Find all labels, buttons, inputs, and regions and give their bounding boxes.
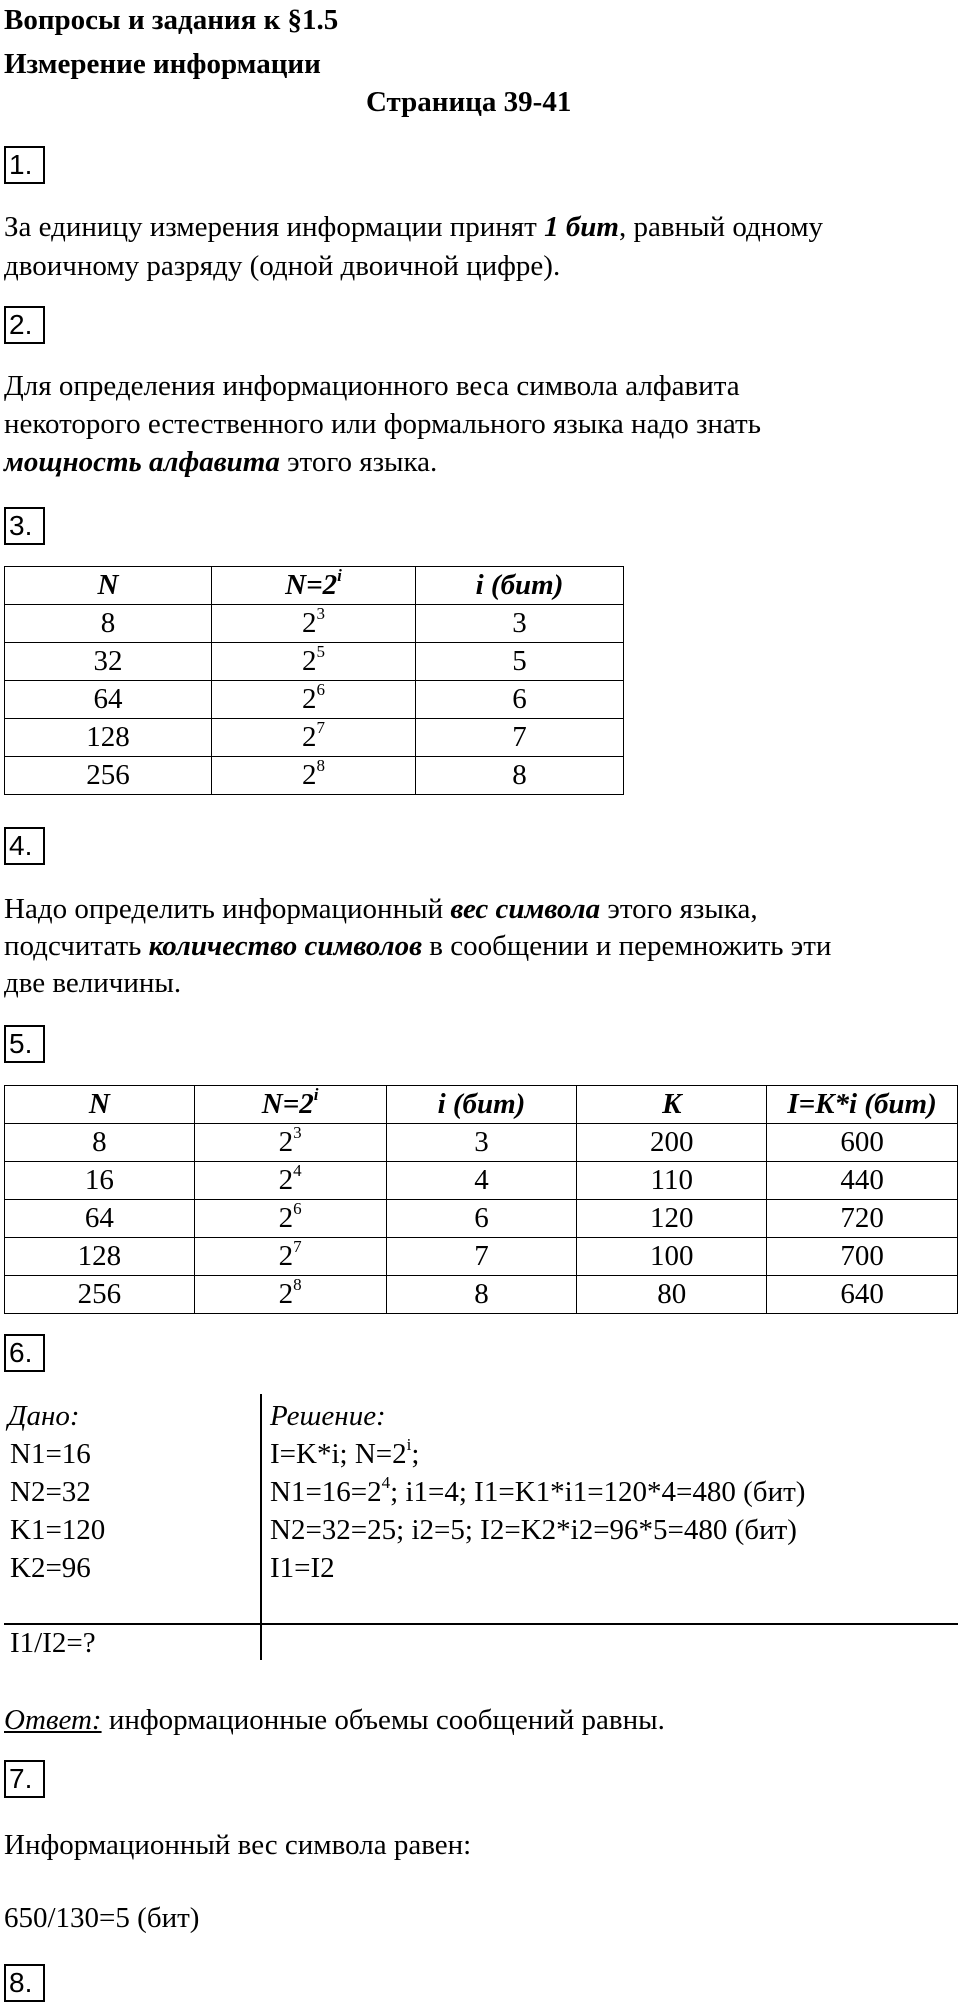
table-row: [5, 1124, 958, 1162]
answer-4-line-1: Надо определить информационный вес символа этого языка,: [4, 893, 758, 925]
cell-total: 700: [767, 1238, 958, 1276]
cell-i: 3: [386, 1124, 577, 1162]
cell-i: 8: [416, 757, 624, 795]
given-item: K2=96: [10, 1552, 91, 1584]
page-title: Вопросы и задания к §1.5: [4, 4, 339, 36]
cell-total: 600: [767, 1124, 958, 1162]
cell-power: $2^8$: [212, 757, 416, 795]
cell-i: 3: [416, 605, 624, 643]
cell-power: $2^3$: [194, 1124, 386, 1162]
header-i: i (бит): [386, 1086, 577, 1124]
cell-total: 640: [767, 1276, 958, 1314]
cell-power: $2^7$: [212, 719, 416, 757]
question-number-2: 2.: [4, 306, 45, 344]
table-row: [5, 1162, 958, 1200]
section-subtitle: Измерение информации: [4, 48, 321, 80]
cell-n: 8: [5, 605, 212, 643]
cell-power: $2^3$: [212, 605, 416, 643]
header-k: K: [577, 1086, 767, 1124]
cell-power: $2^6$: [194, 1200, 386, 1238]
cell-n: 64: [5, 1200, 195, 1238]
cell-k: 110: [577, 1162, 767, 1200]
answer-7-line-2: 650/130=5 (бит): [4, 1902, 200, 1934]
solution-label: Решение:: [270, 1400, 386, 1432]
solution-line-3: N2=32=25; i2=5; I2=K2*i2=96*5=480 (бит): [270, 1514, 797, 1546]
given-label: Дано:: [8, 1400, 80, 1432]
cell-k: 200: [577, 1124, 767, 1162]
cell-n: 256: [5, 757, 212, 795]
cell-i: 7: [416, 719, 624, 757]
cell-i: 7: [386, 1238, 577, 1276]
solution-line-4: I1=I2: [270, 1552, 335, 1584]
given-item: N2=32: [10, 1476, 91, 1508]
solution-line-1: I=K*i; $N=2^i$;: [270, 1435, 420, 1470]
cell-n: 128: [5, 1238, 195, 1276]
table-row: [5, 643, 624, 681]
answer-6: Ответ: информационные объемы сообщений равны.: [4, 1704, 665, 1736]
cell-i: 4: [386, 1162, 577, 1200]
table-header-row: [5, 1086, 958, 1124]
answer-1-line-1: За единицу измерения информации принят 1 бит, равный одному: [4, 211, 824, 243]
cell-n: 128: [5, 719, 212, 757]
question-number-3: 3.: [4, 507, 45, 545]
page-range: Страница 39-41: [366, 86, 572, 118]
table-row: [5, 681, 624, 719]
answer-2-line-2: некоторого естественного или формального языка надо знать: [4, 408, 761, 440]
answer-4-line-3: две величины.: [4, 967, 182, 999]
table-row: [5, 1200, 958, 1238]
header-formula: $N=2^i$: [212, 567, 416, 605]
table-row: [5, 1238, 958, 1276]
cell-i: 6: [416, 681, 624, 719]
cell-i: 5: [416, 643, 624, 681]
cell-power: $2^6$: [212, 681, 416, 719]
given-solution-divider: [260, 1394, 262, 1660]
find-item: I1/I2=?: [10, 1627, 96, 1659]
cell-power: $2^5$: [212, 643, 416, 681]
answer-2-line-1: Для определения информационного веса символа алфавита: [4, 370, 740, 402]
given-item: N1=16: [10, 1438, 91, 1470]
table-row: [5, 605, 624, 643]
cell-power: $2^4$: [194, 1162, 386, 1200]
question-number-5: 5.: [4, 1025, 45, 1063]
cell-i: 8: [386, 1276, 577, 1314]
question-number-4: 4.: [4, 827, 45, 865]
cell-power: $2^7$: [194, 1238, 386, 1276]
cell-total: 440: [767, 1162, 958, 1200]
question-number-7: 7.: [4, 1760, 45, 1798]
cell-total: 720: [767, 1200, 958, 1238]
header-n: N: [5, 567, 212, 605]
header-total: I=K*i (бит): [767, 1086, 958, 1124]
header-i: i (бит): [416, 567, 624, 605]
cell-n: 16: [5, 1162, 195, 1200]
given-find-divider: [4, 1623, 958, 1625]
given-item: K1=120: [10, 1514, 106, 1546]
table-row: [5, 1276, 958, 1314]
question-number-1: 1.: [4, 146, 45, 184]
table-header-row: [5, 567, 624, 605]
cell-k: 120: [577, 1200, 767, 1238]
cell-n: 32: [5, 643, 212, 681]
table-alphabet-power: [4, 566, 624, 795]
header-n: N: [5, 1086, 195, 1124]
answer-4-line-2: подсчитать количество символов в сообщении и перемножить эти: [4, 930, 832, 962]
table-row: [5, 719, 624, 757]
cell-n: 64: [5, 681, 212, 719]
table-row: [5, 757, 624, 795]
cell-n: 8: [5, 1124, 195, 1162]
solution-line-2: $N1=16=2^4$; i1=4; I1=K1*i1=120*4=480 (бит): [270, 1473, 806, 1508]
header-formula: $N=2^i$: [194, 1086, 386, 1124]
question-number-8: 8.: [4, 1964, 45, 2002]
table-message-volume: [4, 1085, 958, 1314]
answer-7-line-1: Информационный вес символа равен:: [4, 1829, 472, 1861]
cell-k: 80: [577, 1276, 767, 1314]
answer-1-line-2: двоичному разряду (одной двоичной цифре).: [4, 250, 561, 282]
answer-2-line-3: мощность алфавита этого языка.: [4, 446, 438, 478]
cell-k: 100: [577, 1238, 767, 1276]
cell-n: 256: [5, 1276, 195, 1314]
question-number-6: 6.: [4, 1334, 45, 1372]
cell-power: $2^8$: [194, 1276, 386, 1314]
cell-i: 6: [386, 1200, 577, 1238]
